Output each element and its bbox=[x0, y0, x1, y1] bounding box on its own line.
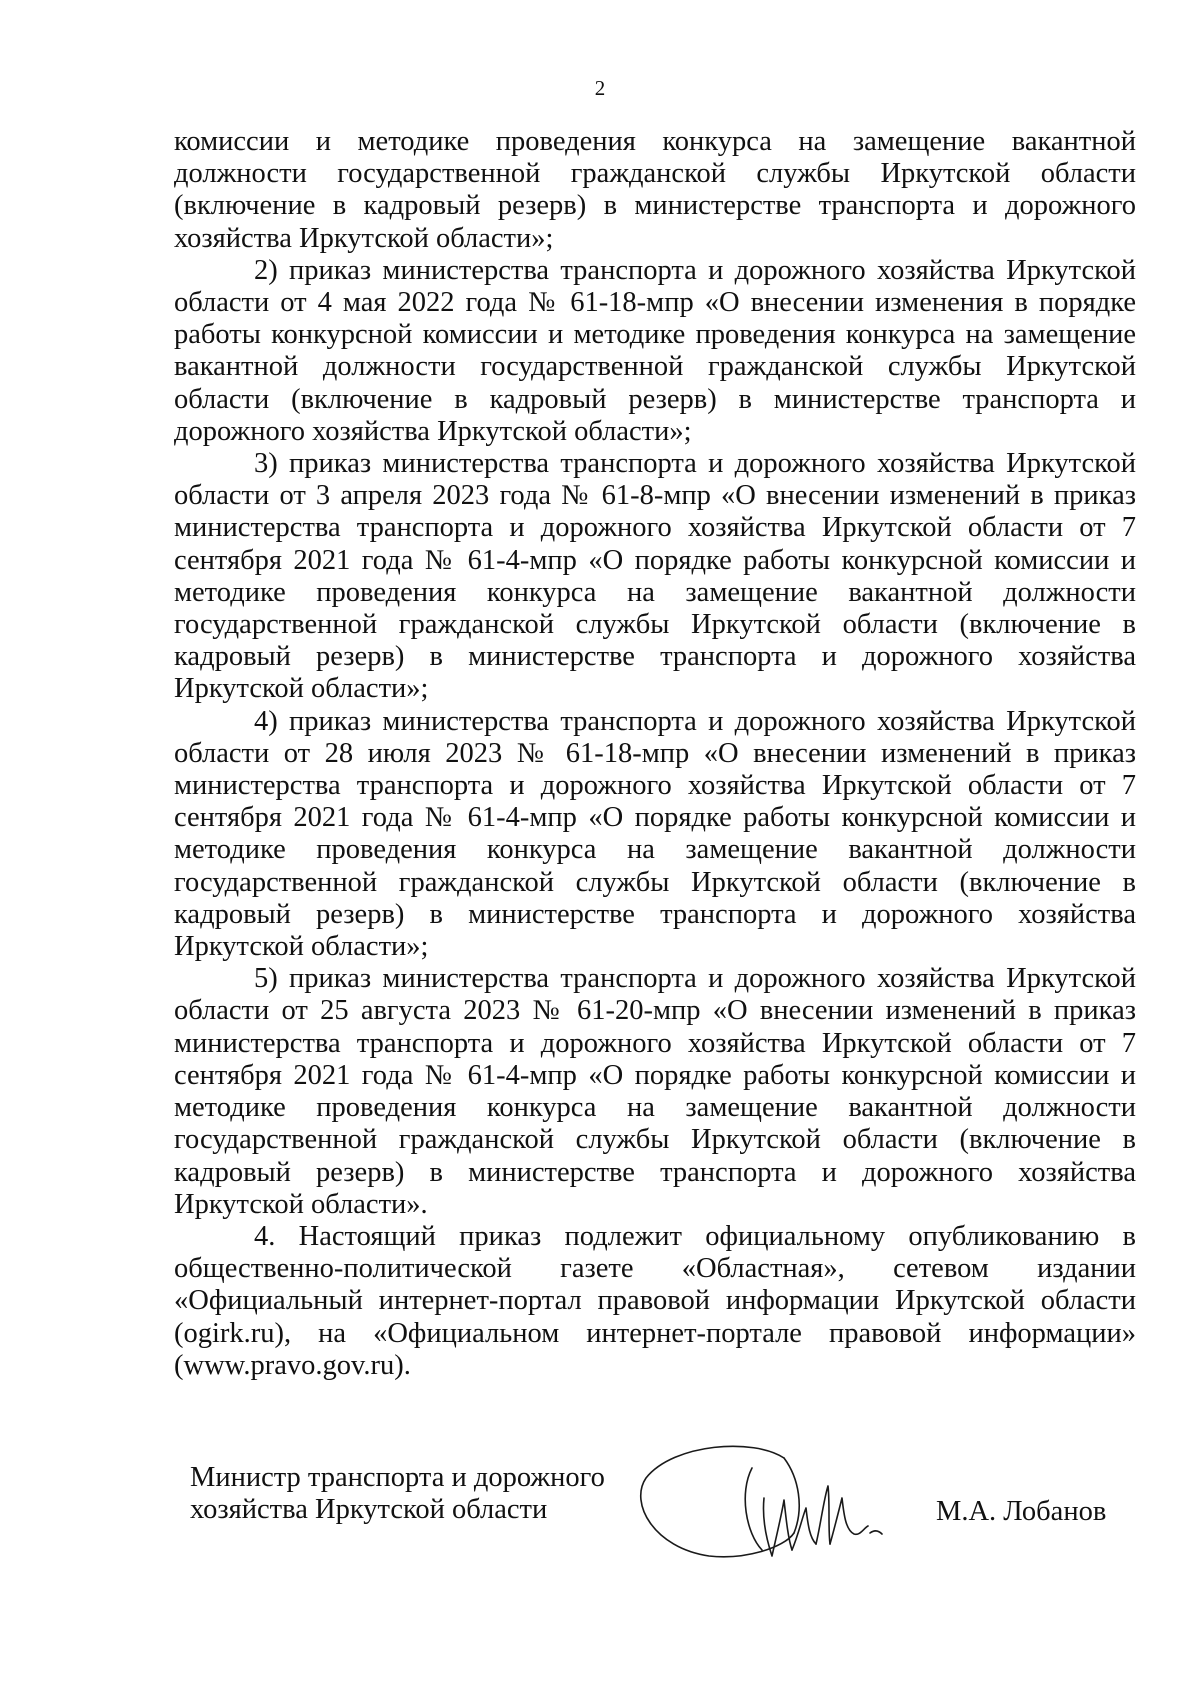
paragraph-continuation: комиссии и методике проведения конкурса на замещение вакантной должности государственной гражданской службы Иркутской области (включение в кадровый резерв) в министерстве транспорта и дорожного хозяйства Иркутской области»; bbox=[174, 126, 1136, 254]
signature-block bbox=[190, 1462, 1150, 1582]
signer-name: М.А. Лобанов bbox=[936, 1496, 1107, 1527]
page-number: 2 bbox=[594, 76, 606, 100]
paragraph-item-4: 4) приказ министерства транспорта и дорожного хозяйства Иркутской области от 28 июля 2023 № 61-18-мпр «О внесении изменений в приказ министерства транспорта и дорожного хозяйства Иркутской области от 7 сентября 2021 года № 61-4-мпр «О порядке работы конкурсной комиссии и методике проведения конкурса на замещение вакантной должности государственной гражданской службы Иркутской области (включение в кадровый резерв) в министерстве транспорта и дорожного хозяйства Иркутской области»; bbox=[174, 705, 1136, 963]
signer-position-line-2: хозяйства Иркутской области bbox=[190, 1494, 548, 1525]
paragraph-item-2: 2) приказ министерства транспорта и дорожного хозяйства Иркутской области от 4 мая 2022 года № 61-18-мпр «О внесении изменения в порядке работы конкурсной комиссии и методике проведения конкурса на замещение вакантной должности государственной гражданской службы Иркутской области (включение в кадровый резерв) в министерстве транспорта и дорожного хозяйства Иркутской области»; bbox=[174, 254, 1136, 447]
paragraph-item-5: 5) приказ министерства транспорта и дорожного хозяйства Иркутской области от 25 августа 2023 № 61-20-мпр «О внесении изменений в приказ министерства транспорта и дорожного хозяйства Иркутской области от 7 сентября 2021 года № 61-4-мпр «О порядке работы конкурсной комиссии и методике проведения конкурса на замещение вакантной должности государственной гражданской службы Иркутской области (включение в кадровый резерв) в министерстве транспорта и дорожного хозяйства Иркутской области». bbox=[174, 963, 1136, 1220]
handwritten-signature bbox=[634, 1438, 904, 1568]
paragraph-item-3: 3) приказ министерства транспорта и дорожного хозяйства Иркутской области от 3 апреля 2023 года № 61-8-мпр «О внесении изменений в приказ министерства транспорта и дорожного хозяйства Иркутской области от 7 сентября 2021 года № 61-4-мпр «О порядке работы конкурсной комиссии и методике проведения конкурса на замещение вакантной должности государственной гражданской службы Иркутской области (включение в кадровый резерв) в министерстве транспорта и дорожного хозяйства Иркутской области»; bbox=[174, 448, 1136, 705]
document-body bbox=[174, 126, 1136, 1382]
paragraph-clause-4: 4. Настоящий приказ подлежит официальному опубликованию в общественно-политической газете «Областная», сетевом издании «Официальный интернет-портал правовой информации Иркутской области (ogirk.ru), на «Официальном интернет-портале правовой информации» (www.pravo.gov.ru). bbox=[174, 1220, 1136, 1381]
signer-position bbox=[190, 1462, 650, 1526]
signer-position-line-1: Министр транспорта и дорожного bbox=[190, 1462, 605, 1493]
